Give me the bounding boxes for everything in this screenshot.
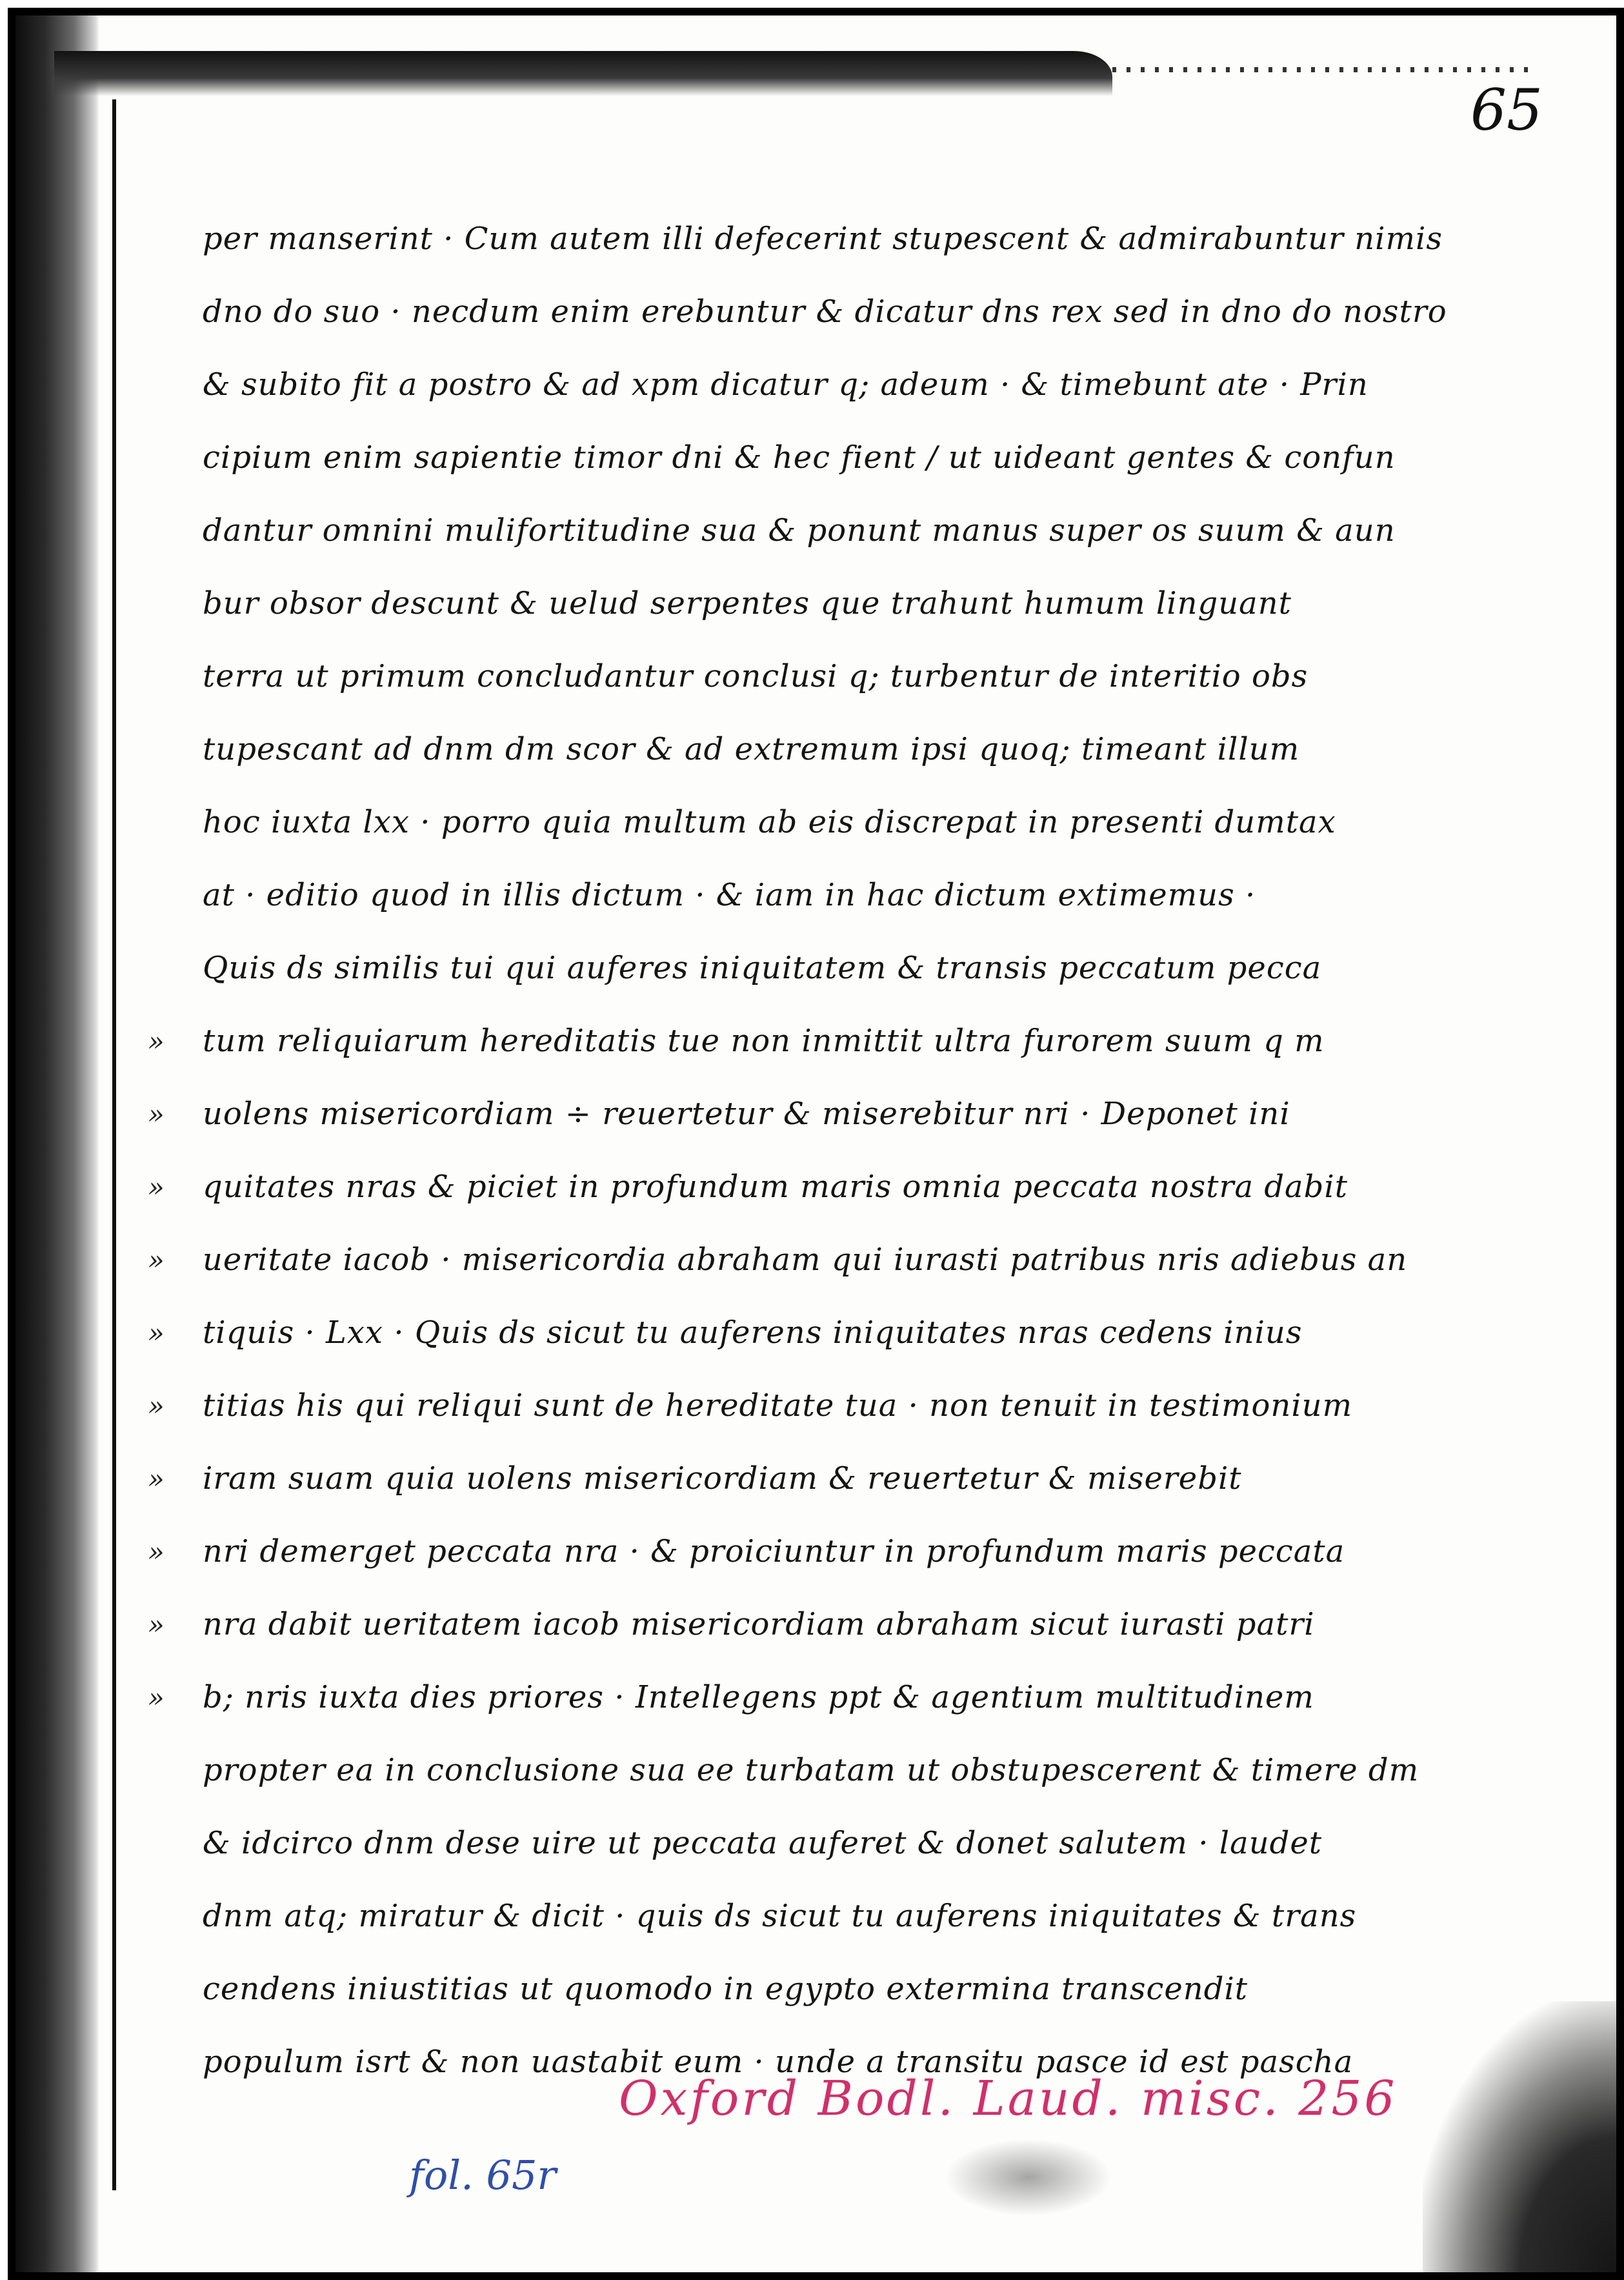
manuscript-line (148, 1442, 1403, 1515)
manuscript-line (148, 1005, 1403, 1078)
line-text: tiquis · Lxx · Quis ds sicut tu auferens iniquitates nras cedens inius (203, 1315, 1303, 1351)
manuscript-page (8, 8, 1624, 2280)
manuscript-line (203, 1953, 1403, 2026)
line-text: & idcirco dnm dese uire ut peccata auferet & donet salutem · laudet (203, 1825, 1323, 1861)
manuscript-line (148, 1369, 1403, 1442)
manuscript-line (148, 1078, 1403, 1151)
line-text: titias his qui reliqui sunt de hereditate tua · non tenuit in testimonium (203, 1387, 1353, 1424)
line-text: dantur omnini mulifortitudine sua & ponunt manus super os suum & aun (203, 512, 1396, 549)
manuscript-line (203, 421, 1403, 494)
manuscript-line (203, 203, 1443, 276)
gutter-edge (112, 99, 116, 2190)
manuscript-line (203, 567, 1403, 640)
manuscript-line (203, 1807, 1403, 1880)
manuscript-line (148, 1151, 1403, 1224)
manuscript-line (148, 1588, 1403, 1661)
line-text: cendens iniustitias ut quomodo in egypto extermina transcendit (203, 1971, 1248, 2007)
corner-shadow (1423, 2001, 1616, 2272)
manuscript-line (148, 1224, 1408, 1296)
margin-mark: » (148, 1317, 165, 1349)
manuscript-line (203, 1880, 1403, 1953)
line-text: hoc iuxta lxx · porro quia multum ab eis discrepat in presenti dumtax (203, 804, 1336, 840)
top-edge-shadow (54, 51, 1112, 96)
margin-mark: » (148, 1098, 165, 1130)
line-text: b; nris iuxta dies priores · Intellegens ppt & agentium multitudinem (203, 1679, 1314, 1715)
manuscript-line (203, 1734, 1419, 1807)
line-text: dno do suo · necdum enim erebuntur & dicatur dns rex sed in dno do nostro (203, 294, 1447, 330)
line-text: dnm atq; miratur & dicit · quis ds sicut tu auferens iniquitates & trans (203, 1898, 1357, 1934)
folio-annotation: fol. 65r (409, 2152, 557, 2199)
margin-mark: » (148, 1025, 165, 1057)
manuscript-text-block (148, 203, 1447, 2099)
binding-shadow (15, 15, 99, 2272)
library-annotation: Oxford Bodl. Laud. misc. 256 (619, 2071, 1398, 2126)
line-text: uolens misericordiam ÷ reuertetur & miserebitur nri · Deponet ini (203, 1096, 1290, 1132)
line-text: tupescant ad dnm dm scor & ad extremum ipsi quoq; timeant illum (203, 731, 1300, 767)
line-text: nri demerget peccata nra · & proiciuntur in profundum maris peccata (203, 1533, 1345, 1569)
manuscript-line (203, 494, 1403, 567)
manuscript-line (203, 276, 1447, 348)
line-text: ueritate iacob · misericordia abraham qui iurasti patribus nris adiebus an (203, 1242, 1408, 1278)
margin-mark: » (148, 1682, 165, 1713)
manuscript-line (203, 859, 1403, 932)
line-text: per manserint · Cum autem illi defecerint stupescent & admirabuntur nimis (203, 221, 1443, 257)
line-text: at · editio quod in illis dictum · & iam in hac dictum extimemus · (203, 877, 1256, 913)
stain (945, 2139, 1112, 2216)
line-text: Quis ds similis tui qui auferes iniquitatem & transis peccatum pecca (203, 950, 1322, 986)
line-text: populum isrt & non uastabit eum · unde a transitu pasce id est pascha (203, 2044, 1354, 2080)
margin-mark: » (148, 1244, 165, 1276)
margin-mark: » (148, 1463, 165, 1495)
manuscript-line (148, 1515, 1403, 1588)
line-text: propter ea in conclusione sua ee turbatam ut obstupescerent & timere dm (203, 1752, 1419, 1788)
line-text: cipium enim sapientie timor dni & hec fient / ut uideant gentes & confun (203, 439, 1396, 476)
line-text: bur obsor descunt & uelud serpentes que trahunt humum linguant (203, 585, 1292, 621)
line-text: terra ut primum concludantur conclusi q; turbentur de interitio obs (203, 658, 1308, 694)
margin-mark: » (148, 1609, 165, 1640)
margin-mark: » (148, 1171, 165, 1203)
manuscript-line (203, 713, 1403, 786)
line-text: quitates nras & piciet in profundum maris omnia peccata nostra dabit (203, 1169, 1348, 1205)
margin-mark: » (148, 1390, 165, 1422)
manuscript-line (203, 786, 1403, 859)
manuscript-line (203, 640, 1403, 713)
manuscript-line (148, 1661, 1403, 1734)
manuscript-line (148, 1296, 1403, 1369)
folio-number: 65 (1470, 77, 1543, 143)
manuscript-line (203, 932, 1403, 1005)
line-text: iram suam quia uolens misericordiam & reuertetur & miserebit (203, 1460, 1242, 1497)
line-text: nra dabit ueritatem iacob misericordiam abraham sicut iurasti patri (203, 1606, 1315, 1642)
margin-mark: » (148, 1536, 165, 1568)
top-edge-speckle (1112, 67, 1532, 72)
line-text: & subito fit a postro & ad xpm dicatur q; adeum · & timebunt ate · Prin (203, 367, 1368, 403)
line-text: tum reliquiarum hereditatis tue non inmittit ultra furorem suum q m (203, 1023, 1325, 1059)
manuscript-line (203, 348, 1403, 421)
